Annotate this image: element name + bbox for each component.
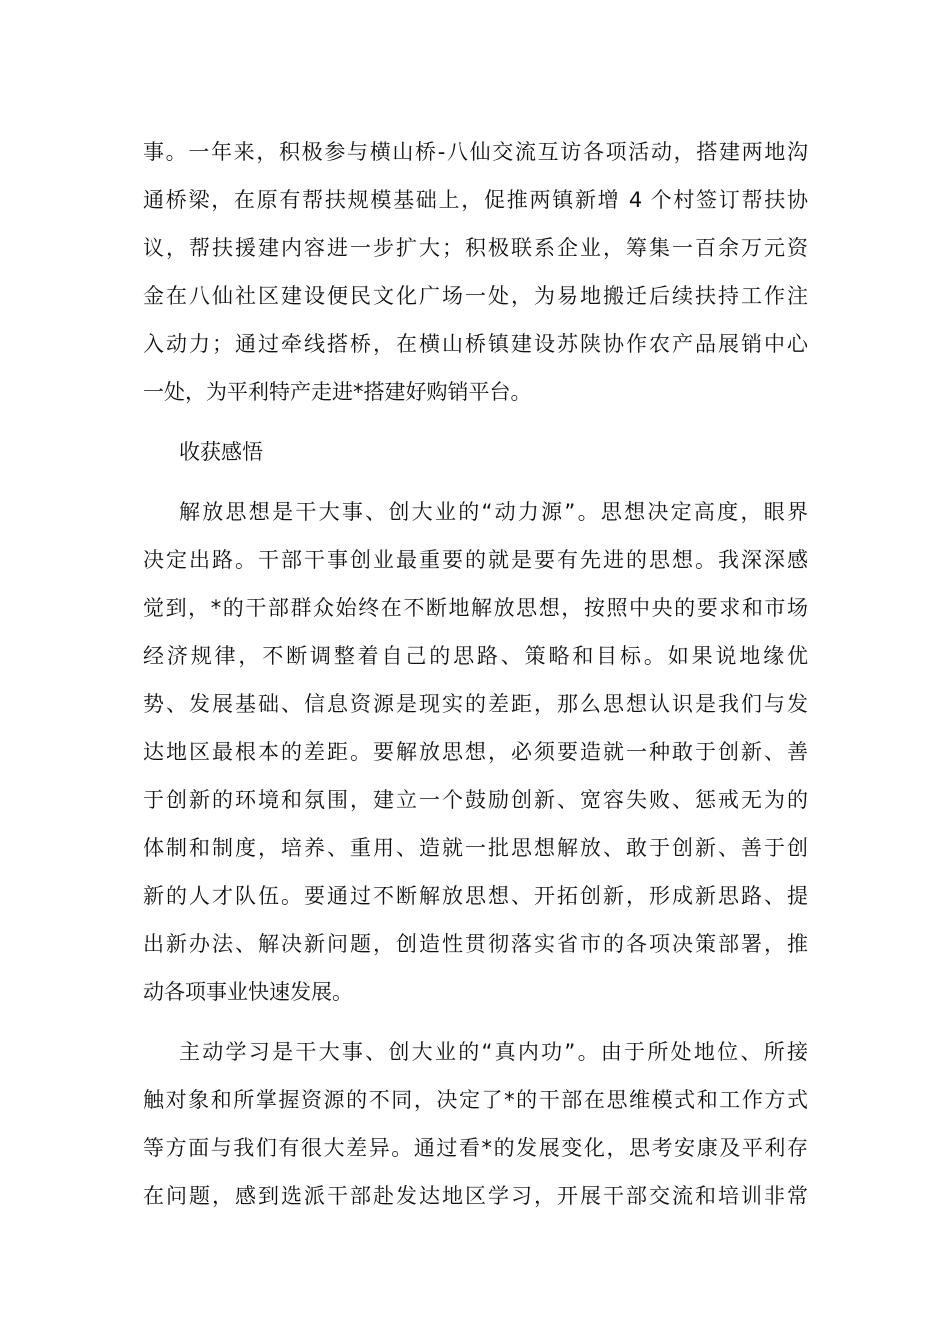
text-line: 经济规律，不断调整着自己的思路、策略和目标。如果说地缘优	[143, 644, 808, 668]
text-line: 主动学习是干大事、创大业的“真内功”。由于所处地位、所接	[179, 1040, 808, 1064]
section-heading-text: 收获感悟	[179, 440, 263, 464]
text-line: 觉到，*的干部群众始终在不断地解放思想，按照中央的要求和市场	[143, 596, 808, 620]
text-line: 体制和制度，培养、重用、造就一批思想解放、敢于创新、善于创	[143, 836, 808, 860]
text-line: 触对象和所掌握资源的不同，决定了*的干部在思维模式和工作方式	[143, 1088, 808, 1112]
text-line: 入动力；通过牵线搭桥，在横山桥镇建设苏陕协作农产品展销中心	[143, 332, 808, 356]
paragraph-p3	[143, 488, 808, 1016]
text-line: 解放思想是干大事、创大业的“动力源”。思想决定高度，眼界	[179, 500, 808, 524]
paragraph-p4	[143, 1028, 808, 1220]
text-line: 通桥梁，在原有帮扶规模基础上，促推两镇新增 4 个村签订帮扶协	[143, 188, 808, 212]
text-line: 金在八仙社区建设便民文化广场一处，为易地搬迁后续扶持工作注	[143, 284, 808, 308]
document-body	[143, 128, 808, 1232]
text-line: 达地区最根本的差距。要解放思想，必须要造就一种敢于创新、善	[143, 740, 808, 764]
text-line: 决定出路。干部干事创业最重要的就是要有先进的思想。我深深感	[143, 548, 808, 572]
text-line: 一处，为平利特产走进*搭建好购销平台。	[143, 380, 532, 404]
text-line: 新的人才队伍。要通过不断解放思想、开拓创新，形成新思路、提	[143, 884, 808, 908]
text-line: 出新办法、解决新问题，创造性贯彻落实省市的各项决策部署，推	[143, 932, 808, 956]
text-line: 在问题，感到选派干部赴发达地区学习，开展干部交流和培训非常	[143, 1184, 808, 1208]
text-line: 于创新的环境和氛围，建立一个鼓励创新、宽容失败、惩戒无为的	[143, 788, 808, 812]
paragraph-p1	[143, 128, 808, 416]
text-line: 事。一年来，积极参与横山桥-八仙交流互访各项活动，搭建两地沟	[143, 140, 808, 164]
text-line: 动各项事业快速发展。	[143, 980, 353, 1004]
section-heading	[143, 428, 808, 476]
text-line: 等方面与我们有很大差异。通过看*的发展变化，思考安康及平利存	[143, 1136, 808, 1160]
text-line: 势、发展基础、信息资源是现实的差距，那么思想认识是我们与发	[143, 692, 808, 716]
text-line: 议，帮扶援建内容进一步扩大；积极联系企业，筹集一百余万元资	[143, 236, 808, 260]
